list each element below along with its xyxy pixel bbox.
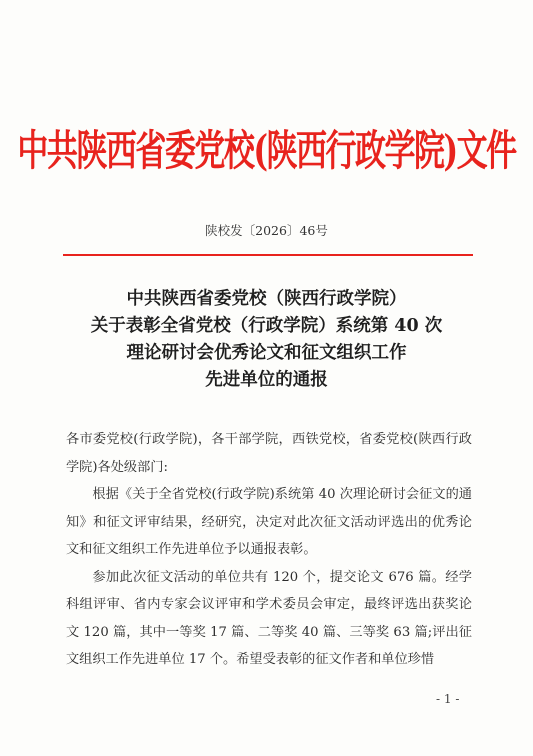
document-title-line-4: 先进单位的通报 bbox=[205, 370, 328, 390]
document-title-line-3: 理论研讨会优秀论文和征文组织工作 bbox=[126, 343, 407, 363]
document-header-title: 中共陕西省委党校(陕西行政学院)文件 bbox=[17, 127, 516, 176]
body-paragraph-2: 参加此次征文活动的单位共有 120 个，提交论文 676 篇。经学科组评审、省内专家会议评审和学术委员会审定，最终评选出获奖论文 120 篇，其中一等奖 17 篇、二等奖 40 篇、三等奖 63 篇;评出征文组织工作先进单位 17 个。希望受表彰的征文作者和单位珍惜 bbox=[66, 569, 472, 667]
body-paragraph-1: 根据《关于全省党校(行政学院)系统第 40 次理论研讨会征文的通知》和征文评审结果，经研究，决定对此次征文活动评选出的优秀论文和征文组织工作先进单位予以通报表彰。 bbox=[66, 487, 472, 557]
red-separator-line bbox=[63, 254, 473, 256]
salutation-paragraph: 各市委党校(行政学院)，各干部学院，西铁党校，省委党校(陕西行政学院)各处级部门: bbox=[66, 432, 472, 475]
document-body bbox=[66, 426, 472, 674]
page-number: - 1 - bbox=[436, 692, 460, 706]
document-title-line-1: 中共陕西省委党校（陕西行政学院） bbox=[126, 289, 407, 309]
document-title bbox=[0, 286, 533, 394]
document-number: 陕校发〔2026〕46号 bbox=[205, 223, 328, 238]
document-title-line-2: 关于表彰全省党校（行政学院）系统第 40 次 bbox=[90, 316, 443, 336]
